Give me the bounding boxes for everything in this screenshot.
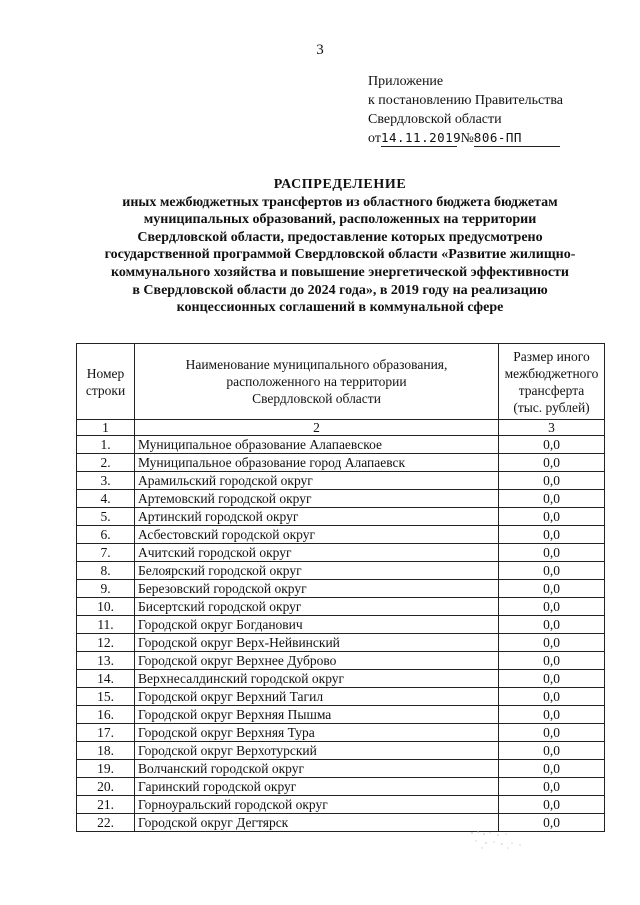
municipality-name-cell: Арамильский городской округ [135, 472, 499, 490]
row-number-cell: 19. [77, 760, 135, 778]
transfer-amount-cell: 0,0 [499, 634, 605, 652]
column-index: 3 [499, 420, 605, 436]
header-row-number: Номер строки [77, 344, 135, 420]
table-row [77, 580, 605, 598]
municipality-name-cell: Верхнесалдинский городской округ [135, 670, 499, 688]
transfer-amount-cell: 0,0 [499, 436, 605, 454]
row-number-cell: 16. [77, 706, 135, 724]
column-index-row [77, 420, 605, 436]
transfer-amount-cell: 0,0 [499, 706, 605, 724]
table-row [77, 436, 605, 454]
title-line: иных межбюджетных трансфертов из областного бюджета бюджетам [122, 194, 558, 210]
title-heading: РАСПРЕДЕЛЕНИЕ [273, 177, 407, 192]
row-number-cell: 7. [77, 544, 135, 562]
row-number-cell: 21. [77, 796, 135, 814]
table-row [77, 544, 605, 562]
resolution-date: 14.11.2019 [380, 130, 462, 145]
row-number-cell: 12. [77, 634, 135, 652]
municipality-name-cell: Артинский городской округ [135, 508, 499, 526]
transfer-amount-cell: 0,0 [499, 814, 605, 832]
title-line: коммунального хозяйства и повышение энергетической эффективности [111, 264, 569, 280]
municipality-name-cell: Бисертский городской округ [135, 598, 499, 616]
table-row [77, 724, 605, 742]
row-number-cell: 10. [77, 598, 135, 616]
transfer-amount-cell: 0,0 [499, 526, 605, 544]
table-row [77, 562, 605, 580]
table-row [77, 490, 605, 508]
table-row [77, 472, 605, 490]
transfer-amount-cell: 0,0 [499, 616, 605, 634]
municipality-name-cell: Артемовский городской округ [135, 490, 499, 508]
row-number-cell: 11. [77, 616, 135, 634]
table-row [77, 652, 605, 670]
appendix-date-line [368, 129, 563, 148]
table-row [77, 670, 605, 688]
row-number-cell: 15. [77, 688, 135, 706]
document-title [60, 176, 620, 317]
municipality-name-cell: Березовский городской округ [135, 580, 499, 598]
transfer-amount-cell: 0,0 [499, 580, 605, 598]
transfer-amount-cell: 0,0 [499, 454, 605, 472]
title-line: Свердловской области, предоставление которых предусмотрено [137, 229, 543, 245]
row-number-cell: 3. [77, 472, 135, 490]
title-line: концессионных соглашений в коммунальной сфере [176, 300, 504, 316]
table-header-row [77, 344, 605, 420]
table-row [77, 598, 605, 616]
table-row [77, 526, 605, 544]
number-sign: № [460, 131, 474, 146]
date-prefix: от [368, 131, 381, 146]
transfer-amount-cell: 0,0 [499, 688, 605, 706]
transfer-amount-cell: 0,0 [499, 562, 605, 580]
appendix-label: Приложение [368, 74, 444, 89]
header-transfer-amount: Размер иного межбюджетного трансферта (тыс. рублей) [499, 344, 605, 420]
municipality-name-cell: Городской округ Богданович [135, 616, 499, 634]
transfer-amount-cell: 0,0 [499, 760, 605, 778]
table-row [77, 508, 605, 526]
appendix-resolution: к постановлению Правительства [368, 93, 564, 108]
table-row [77, 688, 605, 706]
row-number-cell: 6. [77, 526, 135, 544]
row-number-cell: 14. [77, 670, 135, 688]
municipality-name-cell: Городской округ Верхняя Пышма [135, 706, 499, 724]
municipality-name-cell: Городской округ Верхнее Дуброво [135, 652, 499, 670]
transfer-amount-cell: 0,0 [499, 598, 605, 616]
row-number-cell: 8. [77, 562, 135, 580]
transfer-amount-cell: 0,0 [499, 670, 605, 688]
transfer-amount-cell: 0,0 [499, 724, 605, 742]
municipality-name-cell: Городской округ Дегтярск [135, 814, 499, 832]
row-number-cell: 17. [77, 724, 135, 742]
title-line: государственной программой Свердловской области «Развитие жилищно- [104, 247, 576, 263]
transfer-amount-cell: 0,0 [499, 490, 605, 508]
appendix-block [368, 72, 563, 148]
table-row [77, 616, 605, 634]
distribution-table [76, 343, 605, 832]
row-number-cell: 9. [77, 580, 135, 598]
municipality-name-cell: Городской округ Верх-Нейвинский [135, 634, 499, 652]
municipality-name-cell: Городской округ Верхний Тагил [135, 688, 499, 706]
municipality-name-cell: Городской округ Верхотурский [135, 742, 499, 760]
municipality-name-cell: Муниципальное образование Алапаевское [135, 436, 499, 454]
column-index: 2 [135, 420, 499, 436]
transfer-amount-cell: 0,0 [499, 508, 605, 526]
municipality-name-cell: Гаринский городской округ [135, 778, 499, 796]
row-number-cell: 13. [77, 652, 135, 670]
transfer-amount-cell: 0,0 [499, 544, 605, 562]
transfer-amount-cell: 0,0 [499, 796, 605, 814]
municipality-name-cell: Асбестовский городской округ [135, 526, 499, 544]
table-row [77, 454, 605, 472]
table-row [77, 706, 605, 724]
title-line: муниципальных образований, расположенных на территории [143, 212, 537, 228]
stamp-marks [468, 829, 528, 851]
transfer-amount-cell: 0,0 [499, 652, 605, 670]
municipality-name-cell: Волчанский городской округ [135, 760, 499, 778]
header-municipality: Наименование муниципального образования, расположенного на территории Свердловской области [135, 344, 499, 420]
column-index: 1 [77, 420, 135, 436]
municipality-name-cell: Ачитский городской округ [135, 544, 499, 562]
table-row [77, 778, 605, 796]
table-row [77, 634, 605, 652]
table-row [77, 796, 605, 814]
table-row [77, 742, 605, 760]
municipality-name-cell: Горноуральский городской округ [135, 796, 499, 814]
transfer-amount-cell: 0,0 [499, 472, 605, 490]
row-number-cell: 22. [77, 814, 135, 832]
title-line: в Свердловской области до 2024 года», в 2019 году на реализацию [132, 282, 548, 298]
municipality-name-cell: Белоярский городской округ [135, 562, 499, 580]
row-number-cell: 1. [77, 436, 135, 454]
page-number: 3 [316, 42, 324, 58]
municipality-name-cell: Городской округ Верхняя Тура [135, 724, 499, 742]
transfer-amount-cell: 0,0 [499, 778, 605, 796]
transfer-amount-cell: 0,0 [499, 742, 605, 760]
row-number-cell: 20. [77, 778, 135, 796]
municipality-name-cell: Муниципальное образование город Алапаевск [135, 454, 499, 472]
table-row [77, 760, 605, 778]
row-number-cell: 2. [77, 454, 135, 472]
row-number-cell: 18. [77, 742, 135, 760]
row-number-cell: 4. [77, 490, 135, 508]
row-number-cell: 5. [77, 508, 135, 526]
resolution-number: 806-ПП [473, 130, 522, 145]
appendix-region: Свердловской области [368, 112, 502, 127]
